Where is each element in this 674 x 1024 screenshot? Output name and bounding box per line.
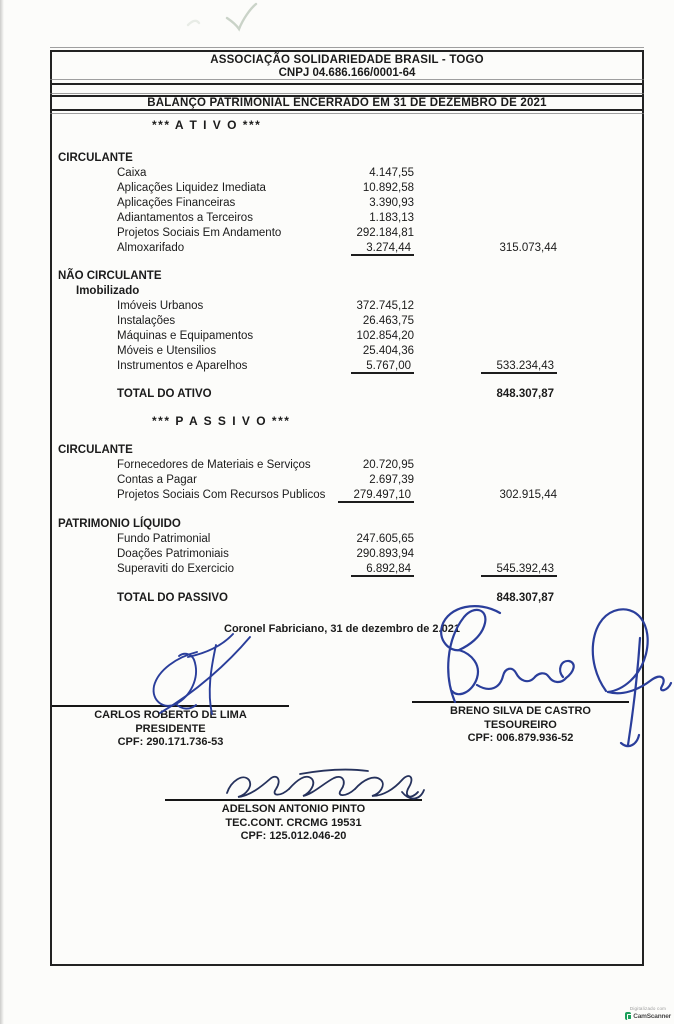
scan-check-mark-icon — [188, 4, 256, 29]
total-value: 848.307,87 — [496, 388, 554, 400]
account-value: 1.183,13 — [369, 212, 414, 224]
account-value: 3.390,93 — [369, 197, 414, 209]
patrimonio-liquido-group — [52, 518, 642, 578]
table-row — [52, 227, 642, 242]
account-label: Máquinas e Equipamentos — [117, 330, 254, 342]
org-name: ASSOCIAÇÃO SOLIDARIEDADE BRASIL - TOGO — [210, 54, 484, 66]
account-value: 2.697,39 — [369, 474, 414, 486]
table-row — [52, 242, 642, 257]
account-label: Instalações — [117, 315, 176, 327]
signer-name: ADELSON ANTONIO PINTO — [221, 803, 366, 815]
table-row — [52, 197, 642, 212]
watermark-line1: Digitalizado com — [629, 1006, 667, 1011]
group-subtotal: 302.915,44 — [499, 489, 557, 501]
table-row — [52, 360, 642, 375]
document-header — [52, 52, 642, 85]
table-row — [52, 167, 642, 182]
table-row — [52, 315, 642, 330]
account-label: Almoxarifado — [117, 242, 185, 254]
statement-title: BALANÇO PATRIMONIAL ENCERRADO EM 31 DE DEZEMBRO DE 2021 — [52, 97, 642, 111]
account-value: 4.147,55 — [369, 167, 414, 179]
account-label: Aplicações Financeiras — [117, 197, 236, 209]
account-value: 26.463,75 — [362, 315, 414, 327]
watermark-brand: CamScanner — [633, 1012, 671, 1020]
divider-band — [52, 85, 642, 97]
account-value: 10.892,58 — [362, 182, 414, 194]
ativo-nao-circulante-group — [52, 270, 642, 375]
group-label: CIRCULANTE — [58, 444, 133, 456]
account-label: Instrumentos e Aparelhos — [117, 360, 248, 372]
watermark-line2 — [625, 1012, 671, 1020]
account-value: 25.404,36 — [362, 345, 414, 357]
subgroup-label: Imobilizado — [76, 285, 140, 297]
account-label: Contas a Pagar — [117, 474, 197, 486]
account-label: Fundo Patrimonial — [117, 533, 211, 545]
account-value: 279.497,10 — [338, 489, 414, 503]
camscanner-watermark — [625, 1006, 671, 1020]
account-value: 20.720,95 — [362, 459, 414, 471]
total-passivo-row — [52, 592, 642, 607]
signer-role: TEC.CONT. CRCMG 19531 — [225, 816, 362, 829]
account-value: 3.274,44 — [351, 242, 414, 256]
account-label: Adiantamentos a Terceiros — [117, 212, 253, 224]
document-frame — [50, 50, 644, 966]
signer-name: BRENO SILVA DE CASTRO — [450, 705, 591, 717]
total-label: TOTAL DO PASSIVO — [117, 592, 228, 604]
account-label: Móveis e Utensilios — [117, 345, 217, 357]
account-value: 290.893,94 — [356, 548, 414, 560]
signer-cpf: CPF: 125.012.046-20 — [240, 830, 347, 842]
account-label: Doações Patrimoniais — [117, 548, 229, 560]
date-line: Coronel Fabriciano, 31 de dezembro de 2.021 — [224, 623, 460, 635]
total-label: TOTAL DO ATIVO — [117, 388, 212, 400]
account-label: Fornecedores de Materiais e Serviços — [117, 459, 311, 471]
signer-role: PRESIDENTE — [135, 722, 206, 735]
passivo-circulante-group — [52, 444, 642, 504]
account-value: 5.767,00 — [351, 360, 414, 374]
signer-name: CARLOS ROBERTO DE LIMA — [94, 709, 247, 721]
account-value: 292.184,81 — [356, 227, 414, 239]
account-value: 247.605,65 — [356, 533, 414, 545]
total-ativo-row — [52, 388, 642, 403]
signer-cpf: CPF: 006.879.936-52 — [467, 732, 574, 744]
table-row — [52, 474, 642, 489]
ativo-heading: *** A T I V O *** — [152, 118, 262, 132]
signer-role: TESOUREIRO — [484, 718, 557, 731]
table-row — [52, 330, 642, 345]
signature-block-president — [52, 705, 289, 750]
table-row — [52, 212, 642, 227]
table-row — [52, 300, 642, 315]
table-row — [52, 345, 642, 360]
table-row — [52, 563, 642, 578]
account-label: Aplicações Liquidez Imediata — [117, 182, 266, 194]
table-row — [52, 489, 642, 504]
group-label: PATRIMONIO LÍQUIDO — [58, 518, 181, 530]
account-label: Projetos Sociais Em Andamento — [117, 227, 282, 239]
group-subtotal: 315.073,44 — [499, 242, 557, 254]
signature-block-accountant — [165, 799, 422, 844]
scan-ghost-line — [50, 47, 644, 48]
account-value: 102.854,20 — [356, 330, 414, 342]
table-row — [52, 533, 642, 548]
group-subtotal: 533.234,43 — [481, 360, 557, 374]
signer-cpf: CPF: 290.171.736-53 — [117, 736, 224, 748]
ativo-circulante-group — [52, 152, 642, 257]
account-label: Superaviti do Exercicio — [117, 563, 234, 575]
org-cnpj: CNPJ 04.686.166/0001-64 — [278, 67, 416, 79]
table-row — [52, 548, 642, 563]
account-label: Imóveis Urbanos — [117, 300, 204, 312]
group-label: CIRCULANTE — [58, 152, 133, 164]
group-subtotal: 545.392,43 — [481, 563, 557, 577]
account-value: 372.745,12 — [356, 300, 414, 312]
group-label: NÃO CIRCULANTE — [58, 270, 162, 282]
scan-ghost-line — [50, 113, 644, 114]
total-value: 848.307,87 — [496, 592, 554, 604]
account-label: Projetos Sociais Com Recursos Publicos — [117, 489, 326, 501]
account-value: 6.892,84 — [351, 563, 414, 577]
camscanner-logo-icon — [625, 1012, 631, 1020]
table-row — [52, 459, 642, 474]
account-label: Caixa — [117, 167, 147, 179]
table-row — [52, 182, 642, 197]
signature-block-treasurer — [412, 701, 629, 746]
passivo-heading: *** P A S S I V O *** — [152, 414, 291, 428]
